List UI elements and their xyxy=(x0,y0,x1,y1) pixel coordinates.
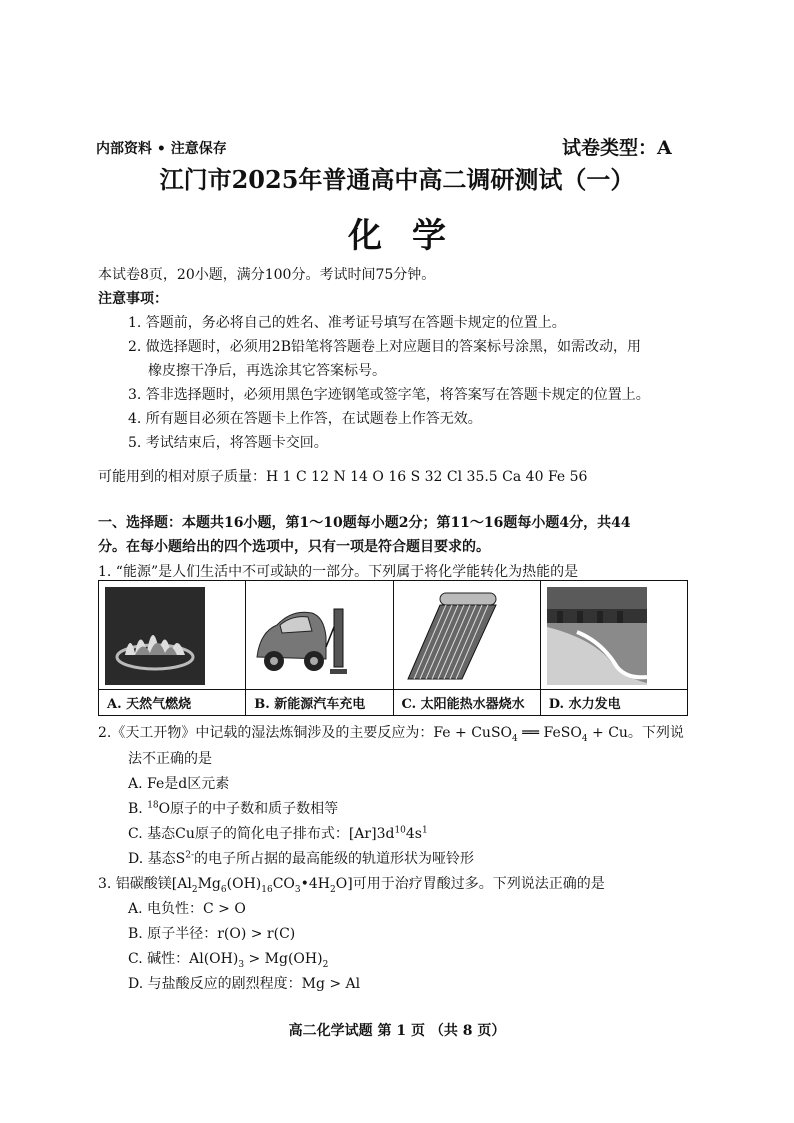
option-b-caption: B. 新能源汽车充电 xyxy=(246,689,392,714)
internal-note: 内部资料 • 注意保存 xyxy=(96,141,227,157)
hydropower-dam-image xyxy=(547,587,647,685)
question-2-stem: 2.《天工开物》中记载的湿法炼铜涉及的主要反应为：Fe + CuSO$_4$ ══ FeSO$_4$ + Cu。下列说 xyxy=(98,725,684,744)
option-d-caption: D. 水力发电 xyxy=(541,689,687,714)
option-c-caption: C. 太阳能热水器烧水 xyxy=(394,689,540,714)
question-3-stem: 3. 铝碳酸镁$[Al_2Mg_6(OH)_{16}CO_3•4H_2O]$可用于治疗胃酸过多。下列说法正确的是 xyxy=(98,876,605,895)
electric-car-charging-image xyxy=(252,587,352,685)
solar-water-heater-image xyxy=(400,587,500,685)
option-cell-c xyxy=(394,581,541,715)
question-2-option-a: A. Fe是d区元素 xyxy=(128,776,230,792)
notice-title: 注意事项： xyxy=(98,291,168,307)
question-3-option-a: A. 电负性：C > O xyxy=(128,901,246,917)
option-cell-a xyxy=(99,581,246,715)
question-3-option-b: B. 原子半径：r(O) > r(C) xyxy=(128,926,296,942)
question-2-option-b: B. $^{18}$O原子的中子数和质子数相等 xyxy=(128,800,339,817)
gas-flame-image xyxy=(105,587,205,685)
section-heading: 一、选择题：本题共16小题，第1～10题每小题2分；第11～16题每小题4分，共44 xyxy=(98,515,631,531)
option-a-caption: A. 天然气燃烧 xyxy=(99,689,245,714)
notice-item: 3. 答非选择题时，必须用黑色字迹钢笔或签字笔，将答案写在答题卡规定的位置上。 xyxy=(128,387,650,403)
exam-title: 江门市2025年普通高中高二调研测试（一） xyxy=(159,165,635,194)
question-1-figure-table xyxy=(98,580,688,716)
atomic-mass-line: 可能用到的相对原子质量：H 1 C 12 N 14 O 16 S 32 Cl 35.5 Ca 40 Fe 56 xyxy=(98,469,588,485)
question-2-option-d: D. 基态$S^{2-}$的电子所占据的最高能级的轨道形状为哑铃形 xyxy=(128,850,474,867)
question-2-option-c: C. 基态Cu原子的简化电子排布式：$[Ar]3d^{10}4s^1$ xyxy=(128,825,428,842)
option-cell-d xyxy=(541,581,687,715)
page-footer: 高二化学试题 第 1 页 （共 8 页） xyxy=(288,1023,506,1039)
notice-item: 橡皮擦干净后，再选涂其它答案标号。 xyxy=(148,363,386,379)
notice-item: 5. 考试结束后，将答题卡交回。 xyxy=(128,435,328,451)
question-3-option-d: D. 与盐酸反应的剧烈程度：Mg > Al xyxy=(128,976,361,992)
section-heading-cont: 分。在每小题给出的四个选项中，只有一项是符合题目要求的。 xyxy=(98,539,490,555)
question-1-stem: 1. “能源”是人们生活中不可或缺的一部分。下列属于将化学能转化为热能的是 xyxy=(98,564,579,580)
notice-item: 4. 所有题目必须在答题卡上作答，在试题卷上作答无效。 xyxy=(128,411,482,427)
paper-type: 试卷类型：A xyxy=(562,137,672,159)
question-2-stem-cont: 法不正确的是 xyxy=(128,751,212,767)
subject-title: 化学 xyxy=(348,216,476,256)
exam-info: 本试卷8页，20小题，满分100分。考试时间75分钟。 xyxy=(98,267,436,283)
notice-item: 1. 答题前，务必将自己的姓名、准考证号填写在答题卡规定的位置上。 xyxy=(128,315,566,331)
question-3-option-c: C. 碱性：$Al(OH)_3 > Mg(OH)_2$ xyxy=(128,951,329,970)
notice-item: 2. 做选择题时，必须用2B铅笔将答题卷上对应题目的答案标号涂黑，如需改动，用 xyxy=(128,339,642,355)
option-cell-b xyxy=(246,581,393,715)
